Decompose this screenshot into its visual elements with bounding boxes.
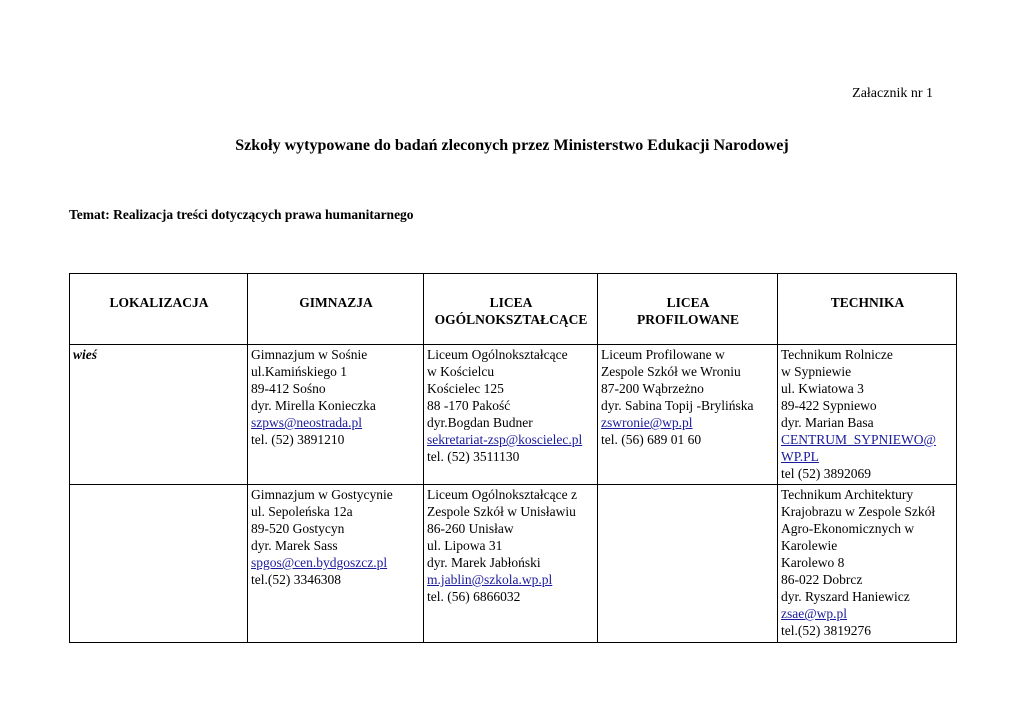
- school-line: dyr. Mirella Konieczka: [251, 398, 376, 413]
- school-line: Krajobrazu w Zespole Szkół: [781, 504, 936, 519]
- email-link[interactable]: CENTRUM_SYPNIEWO@: [781, 432, 936, 447]
- school-line: w Sypniewie: [781, 364, 852, 379]
- email-link[interactable]: zsae@wp.pl: [781, 606, 848, 621]
- header-general-lyceums: [424, 274, 598, 345]
- school-line: Agro-Ekonomicznych w: [781, 521, 915, 536]
- location-cell: [70, 485, 248, 643]
- school-line: 88 -170 Pakość: [427, 398, 511, 413]
- school-cell: [778, 345, 957, 485]
- phone-line: tel. (56) 689 01 60: [601, 432, 702, 447]
- email-link[interactable]: m.jablin@szkola.wp.pl: [427, 572, 553, 587]
- school-cell: [598, 345, 778, 485]
- phone-line: tel. (52) 3511130: [427, 449, 520, 464]
- school-line: dyr. Sabina Topij -Brylińska: [601, 398, 754, 413]
- phone-line: tel (52) 3892069: [781, 466, 871, 481]
- table-header-row: [70, 274, 957, 345]
- school-cell: [248, 485, 424, 643]
- email-link[interactable]: szpws@neostrada.pl: [251, 415, 363, 430]
- document-subject: Temat: Realizacja treści dotyczących prawa humanitarnego: [69, 207, 414, 222]
- school-line: dyr. Marian Basa: [781, 415, 874, 430]
- phone-line: tel. (56) 6866032: [427, 589, 521, 604]
- phone-line: tel.(52) 3346308: [251, 572, 341, 587]
- school-line: dyr. Marek Jabłoński: [427, 555, 541, 570]
- table-row: [70, 485, 957, 643]
- school-line: 89-422 Sypniewo: [781, 398, 877, 413]
- school-line: dyr. Marek Sass: [251, 538, 338, 553]
- school-line: ul. Kwiatowa 3: [781, 381, 864, 396]
- table-row: [70, 345, 957, 485]
- header-technical-schools: [778, 274, 957, 345]
- header-line: LICEA: [489, 295, 533, 310]
- header-profiled-lyceums: [598, 274, 778, 345]
- email-link[interactable]: sekretariat-zsp@koscielec.pl: [427, 432, 583, 447]
- school-line: Kościelec 125: [427, 381, 504, 396]
- annex-label: Załacznik nr 1: [852, 86, 933, 101]
- school-line: ul. Lipowa 31: [427, 538, 503, 553]
- header-line: GIMNAZJA: [299, 295, 373, 310]
- school-cell: [778, 485, 957, 643]
- school-line: Liceum Profilowane w: [601, 347, 725, 362]
- school-line: Zespole Szkół w Unisławiu: [427, 504, 576, 519]
- header-gymnasiums: [248, 274, 424, 345]
- email-link[interactable]: zswronie@wp.pl: [601, 415, 693, 430]
- email-link[interactable]: spgos@cen.bydgoszcz.pl: [251, 555, 388, 570]
- header-line: OGÓLNOKSZTAŁCĄCE: [434, 312, 588, 327]
- school-cell: [424, 345, 598, 485]
- header-line: LOKALIZACJA: [109, 295, 209, 310]
- phone-line: tel. (52) 3891210: [251, 432, 345, 447]
- school-cell: [248, 345, 424, 485]
- school-line: Zespole Szkół we Wroniu: [601, 364, 741, 379]
- school-line: dyr.Bogdan Budner: [427, 415, 533, 430]
- school-line: w Kościelcu: [427, 364, 495, 379]
- header-line: PROFILOWANE: [636, 312, 739, 327]
- email-link[interactable]: WP.PL: [781, 449, 819, 464]
- header-line: LICEA: [666, 295, 710, 310]
- school-line: Technikum Architektury: [781, 487, 914, 502]
- school-line: 89-520 Gostycyn: [251, 521, 345, 536]
- header-location: [70, 274, 248, 345]
- school-line: Technikum Rolnicze: [781, 347, 893, 362]
- document-title: Szkoły wytypowane do badań zleconych przez Ministerstwo Edukacji Narodowej: [235, 137, 789, 154]
- schools-table: [69, 273, 957, 643]
- school-line: dyr. Ryszard Haniewicz: [781, 589, 910, 604]
- school-line: Liceum Ogólnokształcące z: [427, 487, 577, 502]
- school-line: Gimnazjum w Sośnie: [251, 347, 368, 362]
- header-line: TECHNIKA: [830, 295, 905, 310]
- school-line: 86-260 Unisław: [427, 521, 514, 536]
- location-cell: wieś: [70, 345, 248, 485]
- school-line: Karolewie: [781, 538, 838, 553]
- school-line: 89-412 Sośno: [251, 381, 326, 396]
- school-line: Liceum Ogólnokształcące: [427, 347, 568, 362]
- school-line: Karolewo 8: [781, 555, 845, 570]
- school-line: Gimnazjum w Gostycynie: [251, 487, 393, 502]
- school-line: 86-022 Dobrcz: [781, 572, 863, 587]
- school-line: 87-200 Wąbrzeżno: [601, 381, 704, 396]
- school-line: ul.Kamińskiego 1: [251, 364, 347, 379]
- school-line: ul. Sepoleńska 12a: [251, 504, 353, 519]
- school-cell: [424, 485, 598, 643]
- empty-cell: [598, 485, 778, 643]
- phone-line: tel.(52) 3819276: [781, 623, 871, 638]
